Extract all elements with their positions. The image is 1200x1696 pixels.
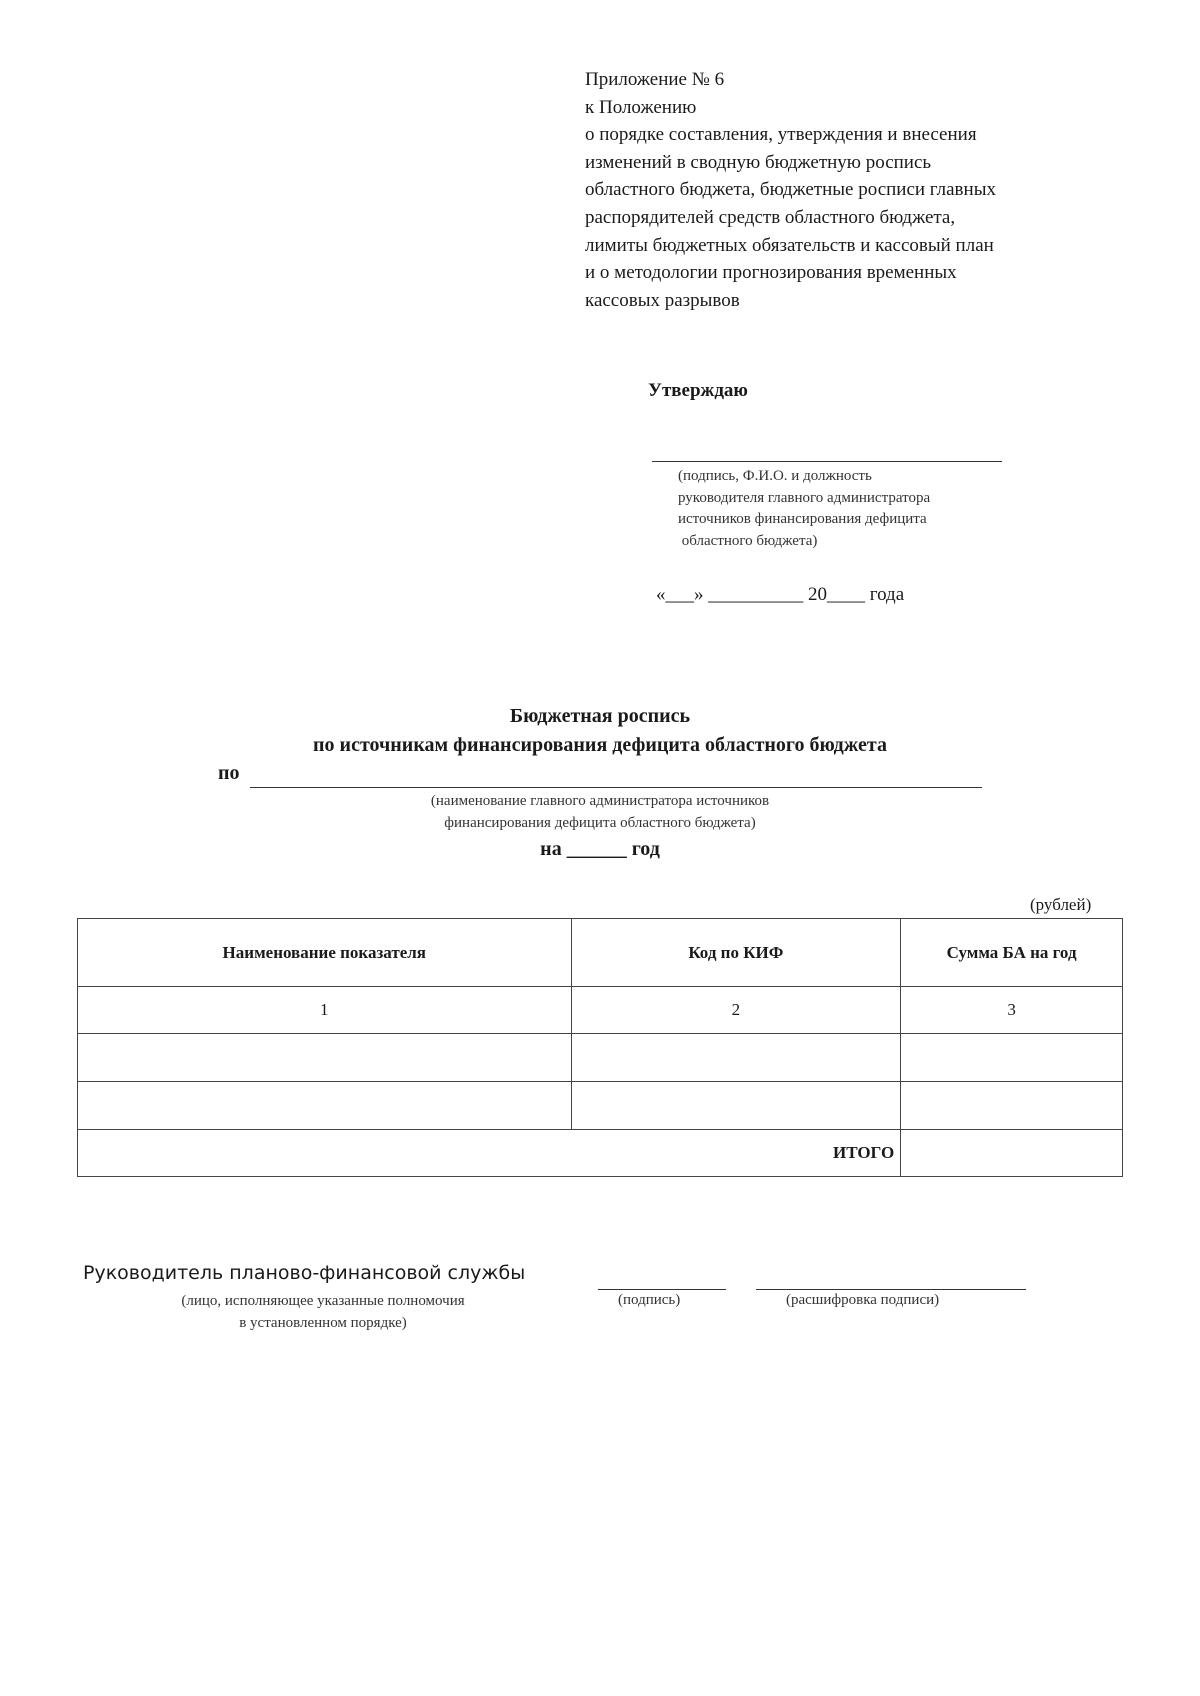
administrator-caption-line: финансирования дефицита областного бюджета)	[444, 815, 756, 831]
approval-caption-line: источников финансирования дефицита	[678, 511, 927, 527]
approval-signature-line	[652, 461, 1002, 462]
column-header: Сумма БА на год	[901, 919, 1123, 987]
po-label: по	[218, 762, 240, 784]
footer-subcaption	[128, 1290, 518, 1334]
document-title: Бюджетная роспись	[509, 705, 691, 727]
column-header: Код по КИФ	[571, 919, 901, 987]
appendix-line: лимиты бюджетных обязательств и кассовый план	[585, 234, 994, 256]
total-label: ИТОГО	[78, 1130, 901, 1177]
appendix-line: изменений в сводную бюджетную роспись	[585, 151, 932, 173]
table-row	[78, 1082, 1123, 1130]
appendix-line: областного бюджета, бюджетные росписи главных	[585, 179, 996, 201]
approval-caption-line: областного бюджета)	[678, 532, 818, 549]
approval-caption-line: (подпись, Ф.И.О. и должность	[678, 468, 872, 484]
column-number: 2	[571, 987, 901, 1034]
appendix-line: кассовых разрывов	[585, 289, 740, 311]
approval-caption	[678, 466, 930, 552]
column-number: 3	[901, 987, 1123, 1034]
document-subtitle: по источникам финансирования дефицита областного бюджета	[313, 734, 887, 756]
appendix-line: Приложение № 6	[585, 69, 725, 90]
approval-title: Утверждаю	[648, 380, 748, 401]
table-cell	[78, 1082, 572, 1130]
signature-decode-line	[756, 1289, 1026, 1290]
units-label: (рублей)	[1030, 895, 1092, 914]
appendix-line: о порядке составления, утверждения и внесения	[585, 124, 977, 146]
footer-title: Руководитель планово-финансовой службы	[83, 1262, 526, 1284]
table-row	[78, 1034, 1123, 1082]
column-header: Наименование показателя	[78, 919, 572, 987]
administrator-name-line	[250, 787, 982, 788]
table-cell	[571, 1082, 901, 1130]
signature-decode-caption: (расшифровка подписи)	[786, 1292, 940, 1308]
footer-subcaption-line: в установленном порядке)	[239, 1315, 407, 1331]
budget-table	[77, 918, 1123, 1177]
column-number-row	[78, 987, 1123, 1034]
approval-caption-line: руководителя главного администратора	[678, 489, 931, 506]
total-value	[901, 1130, 1123, 1177]
signature-caption: (подпись)	[618, 1292, 681, 1308]
appendix-line: к Положению	[585, 96, 697, 118]
appendix-header	[585, 66, 1145, 314]
footer-subcaption-line: (лицо, исполняющее указанные полномочия	[181, 1293, 465, 1309]
table-cell	[571, 1034, 901, 1082]
table-cell	[901, 1034, 1123, 1082]
table-cell	[901, 1082, 1123, 1130]
administrator-caption-line: (наименование главного администратора источников	[430, 793, 770, 809]
table-header-row	[78, 919, 1123, 987]
table-cell	[78, 1034, 572, 1082]
year-line: на ______ год	[540, 838, 660, 860]
column-number: 1	[78, 987, 572, 1034]
total-row	[78, 1130, 1123, 1177]
appendix-line: распорядителей средств областного бюджета,	[585, 206, 956, 228]
signature-line	[598, 1289, 726, 1290]
approval-date: «___» __________ 20____ года	[656, 584, 905, 605]
appendix-line: и о методологии прогнозирования временных	[585, 262, 957, 284]
